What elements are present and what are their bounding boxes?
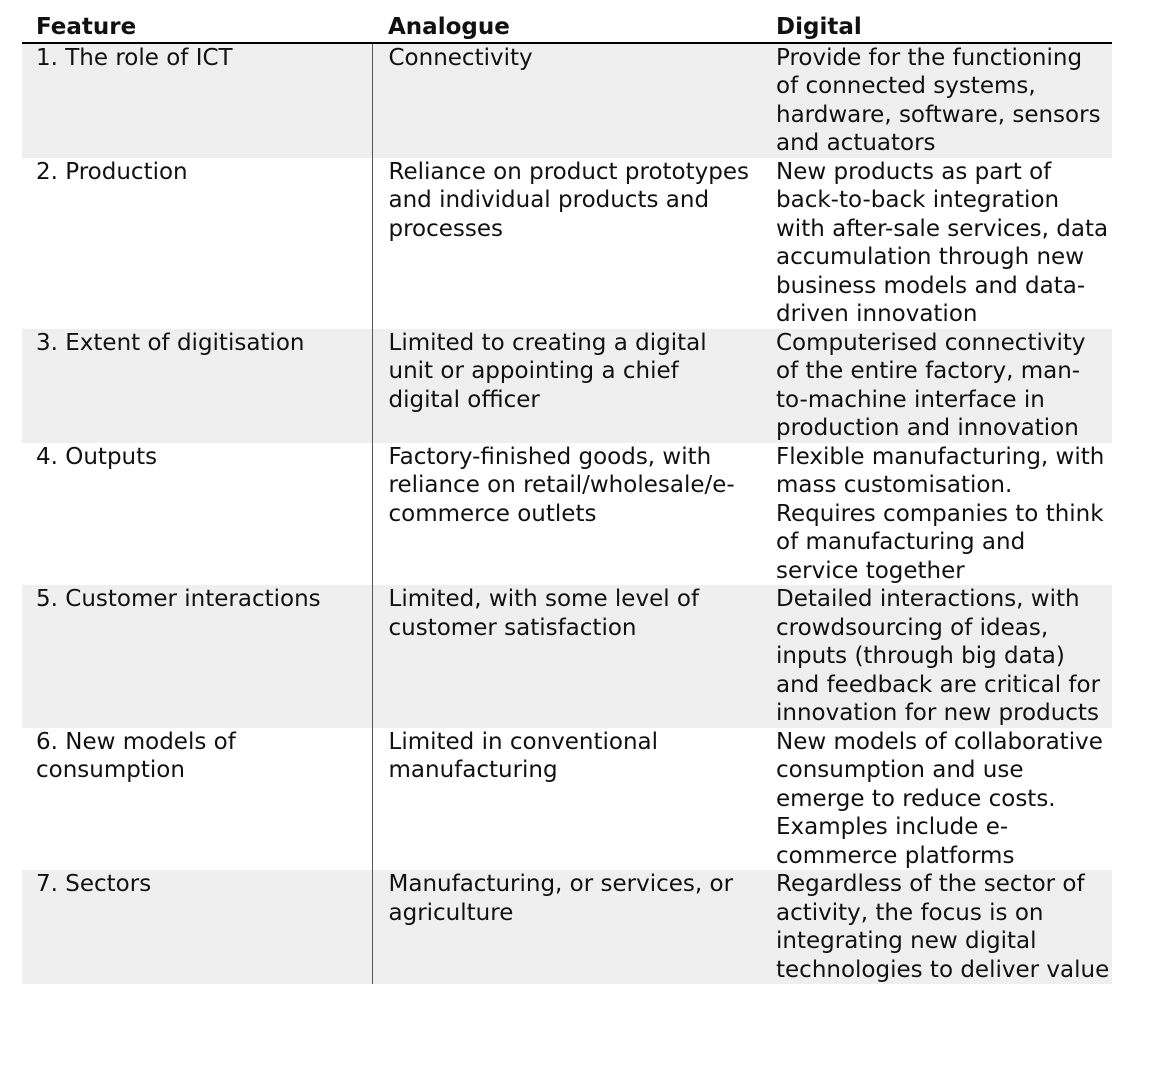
digital-cell: Regardless of the sector of activity, the focus is on integrating new digital technologies to deliver value <box>760 870 1112 984</box>
digital-cell: New products as part of back-to-back integration with after-sale services, data accumulation through new business models and data-driven innovation <box>760 158 1112 329</box>
analogue-cell: Limited, with some level of customer satisfaction <box>372 585 760 728</box>
digital-cell: New models of collaborative consumption and use emerge to reduce costs. Examples include e-commerce platforms <box>760 728 1112 871</box>
table-row <box>22 43 1112 158</box>
digital-cell: Provide for the functioning of connected systems, hardware, software, sensors and actuators <box>760 43 1112 158</box>
feature-cell: 6. New models of consumption <box>22 728 372 871</box>
feature-cell: 1. The role of ICT <box>22 43 372 158</box>
header-analogue: Analogue <box>372 12 760 43</box>
header-digital: Digital <box>760 12 1112 43</box>
table-row <box>22 870 1112 984</box>
comparison-table <box>22 12 1112 984</box>
analogue-cell: Limited in conventional manufacturing <box>372 728 760 871</box>
analogue-cell: Connectivity <box>372 43 760 158</box>
table-header-row <box>22 12 1112 43</box>
digital-cell: Flexible manufacturing, with mass customisation. Requires companies to think of manufacturing and service together <box>760 443 1112 586</box>
analogue-cell: Limited to creating a digital unit or appointing a chief digital officer <box>372 329 760 443</box>
feature-cell: 7. Sectors <box>22 870 372 984</box>
digital-cell: Detailed interactions, with crowdsourcing of ideas, inputs (through big data) and feedback are critical for innovation for new products <box>760 585 1112 728</box>
table-row <box>22 329 1112 443</box>
header-feature: Feature <box>22 12 372 43</box>
feature-cell: 4. Outputs <box>22 443 372 586</box>
table-row <box>22 158 1112 329</box>
feature-cell: 3. Extent of digitisation <box>22 329 372 443</box>
table-row <box>22 585 1112 728</box>
table-row <box>22 728 1112 871</box>
digital-cell: Computerised connectivity of the entire factory, man-to-machine interface in production and innovation <box>760 329 1112 443</box>
analogue-cell: Factory-finished goods, with reliance on retail/wholesale/e-commerce outlets <box>372 443 760 586</box>
feature-cell: 5. Customer interactions <box>22 585 372 728</box>
table-row <box>22 443 1112 586</box>
analogue-cell: Reliance on product prototypes and individual products and processes <box>372 158 760 329</box>
analogue-cell: Manufacturing, or services, or agriculture <box>372 870 760 984</box>
feature-cell: 2. Production <box>22 158 372 329</box>
